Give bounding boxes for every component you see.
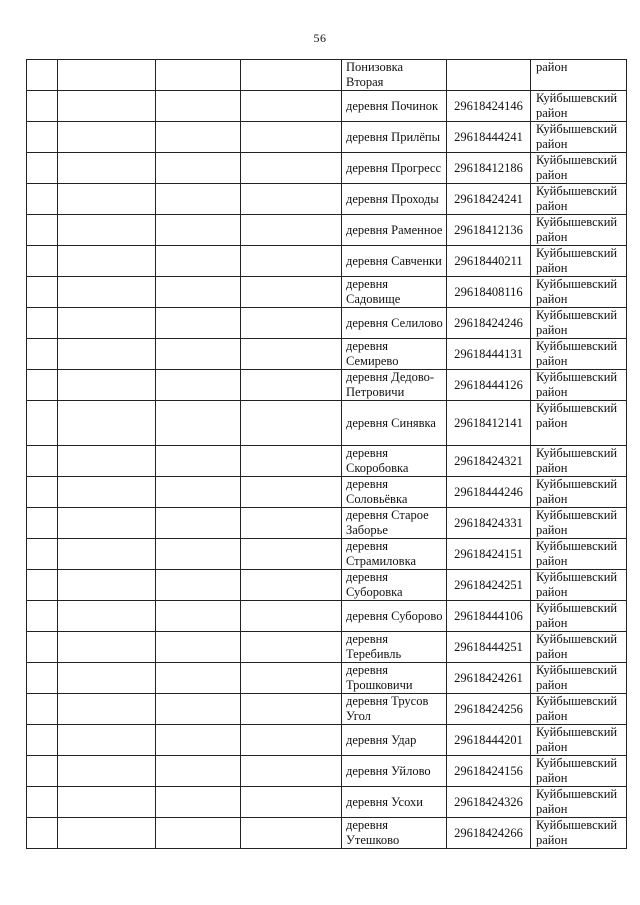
empty-cell [27,539,58,570]
district-name: Куйбышевский район [531,370,627,401]
district-name: Куйбышевский район [531,787,627,818]
empty-cell [241,446,342,477]
empty-cell [58,477,156,508]
district-name: Куйбышевский район [531,446,627,477]
empty-cell [27,60,58,91]
empty-cell [156,339,241,370]
empty-cell [27,215,58,246]
district-name: Куйбышевский район [531,694,627,725]
settlement-name: деревня Семирево [342,339,447,370]
settlement-name: деревня Савченки [342,246,447,277]
oktmo-code: 29618424326 [447,787,531,818]
oktmo-code: 29618412136 [447,215,531,246]
oktmo-code: 29618412186 [447,153,531,184]
table-row [27,570,627,601]
empty-cell [58,787,156,818]
empty-cell [58,91,156,122]
table-row [27,370,627,401]
empty-cell [58,308,156,339]
empty-cell [156,401,241,446]
empty-cell [58,539,156,570]
settlement-name: деревня Садовище [342,277,447,308]
empty-cell [58,601,156,632]
empty-cell [156,663,241,694]
empty-cell [156,91,241,122]
empty-cell [156,508,241,539]
empty-cell [241,370,342,401]
district-name: Куйбышевский район [531,308,627,339]
oktmo-code: 29618424246 [447,308,531,339]
table-row [27,277,627,308]
empty-cell [241,601,342,632]
empty-cell [58,60,156,91]
table-row [27,122,627,153]
oktmo-code: 29618444251 [447,632,531,663]
empty-cell [27,277,58,308]
oktmo-code: 29618424156 [447,756,531,787]
empty-cell [241,787,342,818]
empty-cell [156,308,241,339]
empty-cell [58,663,156,694]
settlement-name: деревня Селилово [342,308,447,339]
empty-cell [58,632,156,663]
empty-cell [241,694,342,725]
district-name: Куйбышевский район [531,184,627,215]
oktmo-code: 29618444126 [447,370,531,401]
district-name: Куйбышевский район [531,539,627,570]
settlement-name: деревня Соловьёвка [342,477,447,508]
empty-cell [27,601,58,632]
district-name: Куйбышевский район [531,477,627,508]
table-row [27,91,627,122]
oktmo-code: 29618424321 [447,446,531,477]
empty-cell [241,663,342,694]
empty-cell [156,725,241,756]
table-row [27,215,627,246]
settlement-name: деревня Удар [342,725,447,756]
empty-cell [241,215,342,246]
settlement-name: деревня Трусов Угол [342,694,447,725]
empty-cell [27,308,58,339]
empty-cell [27,246,58,277]
settlement-name: деревня Трошковичи [342,663,447,694]
oktmo-code: 29618412141 [447,401,531,446]
empty-cell [58,184,156,215]
oktmo-code: 29618444201 [447,725,531,756]
district-name: Куйбышевский район [531,663,627,694]
oktmo-code: 29618444241 [447,122,531,153]
empty-cell [27,818,58,849]
settlement-name: деревня Дедово-Петровичи [342,370,447,401]
empty-cell [156,694,241,725]
empty-cell [27,787,58,818]
empty-cell [156,215,241,246]
settlement-name: деревня Утешково [342,818,447,849]
empty-cell [58,756,156,787]
empty-cell [156,60,241,91]
district-name: Куйбышевский район [531,91,627,122]
empty-cell [27,153,58,184]
empty-cell [27,570,58,601]
empty-cell [156,477,241,508]
settlement-name: деревня Теребивль [342,632,447,663]
empty-cell [241,818,342,849]
settlement-name: деревня Старое Заборье [342,508,447,539]
settlement-name: деревня Скоробовка [342,446,447,477]
oktmo-code: 29618440211 [447,246,531,277]
table-row [27,153,627,184]
table-row [27,818,627,849]
page-number: 56 [313,31,327,45]
settlement-name: деревня Суборовка [342,570,447,601]
empty-cell [156,370,241,401]
empty-cell [58,818,156,849]
empty-cell [27,632,58,663]
district-name: Куйбышевский район [531,756,627,787]
oktmo-code [447,60,531,91]
empty-cell [58,446,156,477]
district-name: Куйбышевский район [531,725,627,756]
empty-cell [156,601,241,632]
oktmo-code: 29618444106 [447,601,531,632]
oktmo-code: 29618424256 [447,694,531,725]
empty-cell [241,339,342,370]
oktmo-code: 29618424151 [447,539,531,570]
empty-cell [241,153,342,184]
empty-cell [27,91,58,122]
empty-cell [58,570,156,601]
empty-cell [156,246,241,277]
empty-cell [241,277,342,308]
table-row [27,787,627,818]
table-row [27,694,627,725]
empty-cell [156,570,241,601]
oktmo-code: 29618424146 [447,91,531,122]
empty-cell [156,122,241,153]
empty-cell [58,153,156,184]
table-row [27,508,627,539]
settlement-name: деревня Проходы [342,184,447,215]
empty-cell [27,184,58,215]
table-row [27,308,627,339]
table-row [27,539,627,570]
district-name: Куйбышевский район [531,570,627,601]
oktmo-code: 29618424251 [447,570,531,601]
district-name: Куйбышевский район [531,818,627,849]
empty-cell [241,477,342,508]
district-name: Куйбышевский район [531,508,627,539]
empty-cell [58,694,156,725]
empty-cell [241,184,342,215]
oktmo-code: 29618424266 [447,818,531,849]
settlement-name: деревня Усохи [342,787,447,818]
empty-cell [58,215,156,246]
empty-cell [27,663,58,694]
table-row [27,756,627,787]
empty-cell [27,477,58,508]
district-name: Куйбышевский район [531,601,627,632]
table-row [27,246,627,277]
empty-cell [27,122,58,153]
table-row [27,339,627,370]
district-name: Куйбышевский район [531,632,627,663]
settlement-name: деревня Суборово [342,601,447,632]
table-row [27,446,627,477]
settlement-name: деревня Синявка [342,401,447,446]
empty-cell [58,246,156,277]
district-name: Куйбышевский район [531,339,627,370]
table-row [27,632,627,663]
settlement-name: деревня Починок [342,91,447,122]
empty-cell [27,401,58,446]
empty-cell [58,277,156,308]
settlement-name: деревня Раменное [342,215,447,246]
empty-cell [156,277,241,308]
table-row [27,477,627,508]
settlement-name: Понизовка Вторая [342,60,447,91]
empty-cell [27,370,58,401]
empty-cell [58,401,156,446]
empty-cell [156,184,241,215]
district-name: район [531,60,627,91]
table-row [27,601,627,632]
oktmo-code: 29618424261 [447,663,531,694]
empty-cell [58,339,156,370]
oktmo-code: 29618424331 [447,508,531,539]
table-row [27,663,627,694]
empty-cell [156,818,241,849]
oktmo-code: 29618424241 [447,184,531,215]
empty-cell [241,401,342,446]
empty-cell [27,446,58,477]
empty-cell [241,308,342,339]
empty-cell [241,725,342,756]
oktmo-code: 29618444131 [447,339,531,370]
empty-cell [27,694,58,725]
district-name: Куйбышевский район [531,277,627,308]
table-row [27,60,627,91]
settlements-table [26,59,627,849]
settlement-name: деревня Страмиловка [342,539,447,570]
empty-cell [156,153,241,184]
empty-cell [241,91,342,122]
empty-cell [241,508,342,539]
empty-cell [156,787,241,818]
empty-cell [58,725,156,756]
settlement-name: деревня Уйлово [342,756,447,787]
empty-cell [27,508,58,539]
table-row [27,725,627,756]
empty-cell [27,756,58,787]
empty-cell [156,539,241,570]
empty-cell [156,446,241,477]
empty-cell [156,632,241,663]
empty-cell [241,539,342,570]
district-name: Куйбышевский район [531,246,627,277]
district-name: Куйбышевский район [531,122,627,153]
empty-cell [241,756,342,787]
district-name: Куйбышевский район [531,153,627,184]
empty-cell [241,570,342,601]
table-row [27,401,627,446]
oktmo-code: 29618408116 [447,277,531,308]
empty-cell [241,60,342,91]
district-name: Куйбышевский район [531,401,627,446]
empty-cell [58,508,156,539]
empty-cell [58,122,156,153]
empty-cell [156,756,241,787]
empty-cell [27,339,58,370]
empty-cell [58,370,156,401]
settlement-name: деревня Прилёпы [342,122,447,153]
table-row [27,184,627,215]
settlement-name: деревня Прогресс [342,153,447,184]
oktmo-code: 29618444246 [447,477,531,508]
empty-cell [27,725,58,756]
empty-cell [241,632,342,663]
empty-cell [241,122,342,153]
district-name: Куйбышевский район [531,215,627,246]
empty-cell [241,246,342,277]
